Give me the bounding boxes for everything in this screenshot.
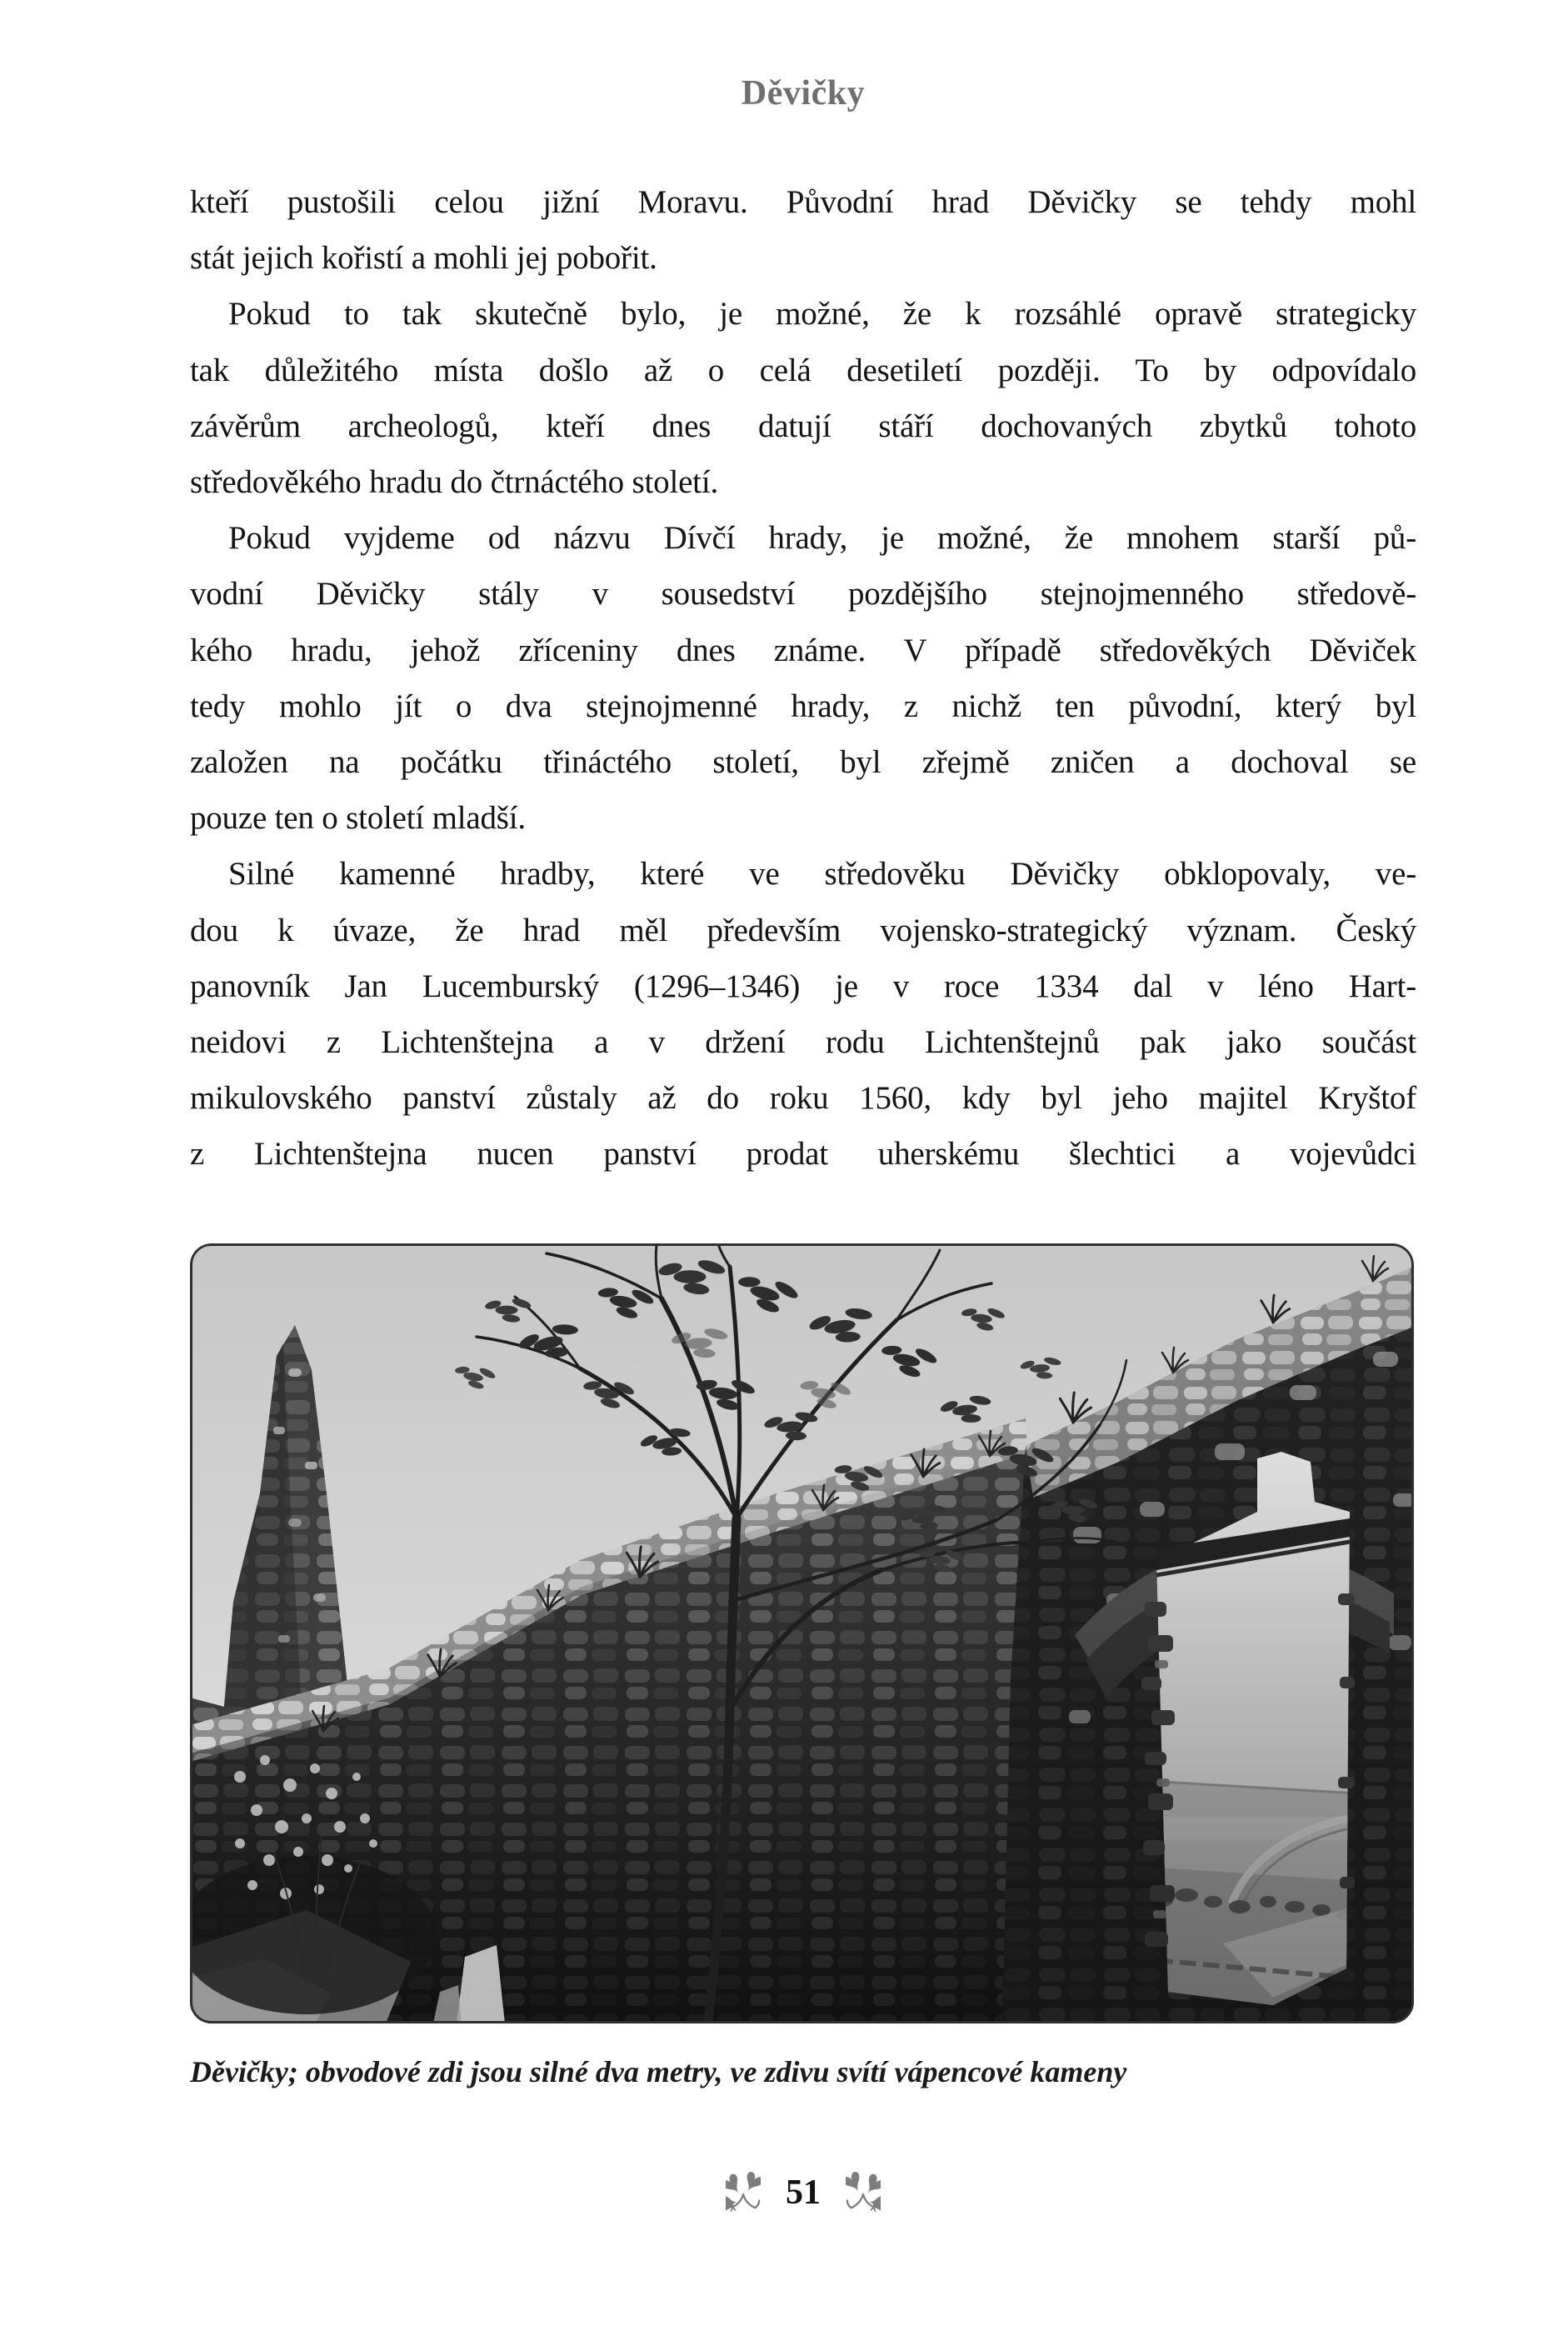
body-text	[190, 174, 1416, 1183]
paragraph	[190, 846, 1416, 1182]
text-line: dou k úvaze, že hrad měl především vojensko-strategický význam. Český	[190, 912, 1416, 948]
text-line: vodní Děvičky stály v sousedství pozdějšího stejnojmenného středově-	[190, 576, 1416, 613]
castle-ruins-illustration	[190, 1243, 1414, 2023]
running-head: Děvičky	[741, 74, 866, 113]
text-line: založen na počátku třináctého století, byl zřejmě zničen a dochoval se	[190, 744, 1416, 781]
paragraph	[190, 174, 1416, 286]
text-line: Pokud to tak skutečně bylo, je možné, že k rozsáhlé opravě strategicky	[228, 296, 1416, 333]
castle-ruins-photo	[190, 1243, 1414, 2023]
page-number: 51	[786, 2173, 821, 2212]
text-line: z Lichtenštejna nucen panství prodat uherskému šlechtici a vojevůdci	[190, 1136, 1416, 1173]
photo-caption: Děvičky; obvodové zdi jsou silné dva metry, ve zdivu svítí vápencové kameny	[190, 2055, 1127, 2088]
paragraph	[190, 286, 1416, 510]
text-line: Pokud vyjdeme od názvu Dívčí hrady, je možné, že mnohem starší pů-	[228, 520, 1416, 557]
text-line: neidovi z Lichtenštejna a v držení rodu Lichtenštejnů pak jako součást	[190, 1024, 1416, 1061]
clover-ornament-right-icon	[846, 2172, 881, 2213]
text-line: kého hradu, jehož zříceniny dnes známe. V případě středověkých Děviček	[190, 632, 1416, 668]
text-line: pouze ten o století mladší.	[190, 800, 526, 837]
text-line: tak důležitého místa došlo až o celá desetiletí později. To by odpovídalo	[190, 352, 1416, 388]
text-line: tedy mohlo jít o dva stejnojmenné hrady, z nichž ten původní, který byl	[190, 688, 1416, 724]
paragraph	[190, 510, 1416, 846]
text-line: závěrům archeologů, kteří dnes datují stáří dochovaných zbytků tohoto	[190, 408, 1416, 444]
text-line: středověkého hradu do čtrnáctého století.	[190, 464, 719, 501]
text-line: kteří pustošili celou jižní Moravu. Původní hrad Děvičky se tehdy mohl	[190, 184, 1416, 220]
text-line: Silné kamenné hradby, které ve středověku Děvičky obklopovaly, ve-	[228, 856, 1416, 893]
page-footer	[190, 2172, 1416, 2213]
clover-ornament-left-icon	[726, 2172, 761, 2213]
text-line: panovník Jan Lucemburský (1296–1346) je v roce 1334 dal v léno Hart-	[190, 968, 1416, 1004]
text-line: mikulovského panství zůstaly až do roku 1560, kdy byl jeho majitel Kryštof	[190, 1080, 1416, 1117]
text-line: stát jejich kořistí a mohli jej pobořit.	[190, 240, 657, 277]
